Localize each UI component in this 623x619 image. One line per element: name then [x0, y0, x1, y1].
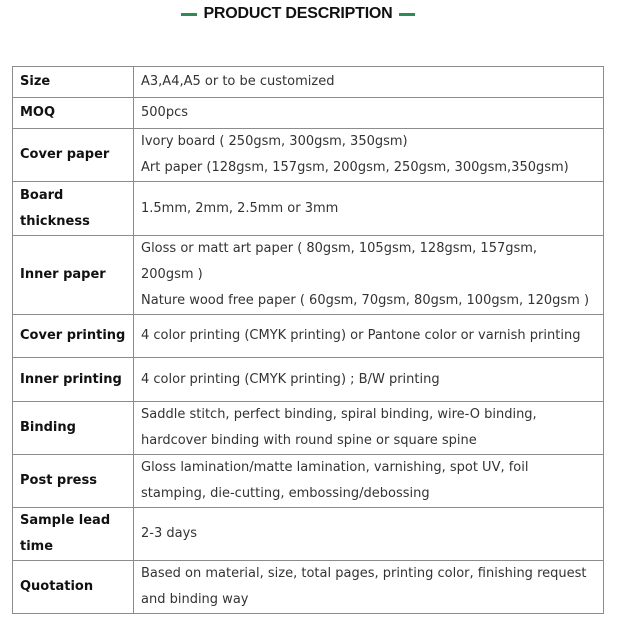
row-label-text: Binding	[20, 420, 76, 435]
row-value-line: Saddle stitch, perfect binding, spiral binding, wire-O binding,	[141, 407, 537, 422]
row-value-board-thickness	[134, 182, 604, 236]
row-value-inner-printing	[134, 358, 604, 402]
row-label-text: Inner printing	[20, 371, 122, 387]
row-value-line: Gloss or matt art paper ( 80gsm, 105gsm, 128gsm, 157gsm,	[141, 241, 538, 256]
row-value-cover-paper	[134, 129, 604, 182]
row-value-inner-paper	[134, 236, 604, 315]
page-title: PRODUCT DESCRIPTION	[203, 5, 393, 22]
row-label-board-thickness	[13, 182, 134, 236]
row-label-moq	[13, 98, 134, 129]
row-label-text: Inner paper	[20, 267, 106, 282]
row-label-cover-paper	[13, 129, 134, 182]
row-value-sample-lead-time	[134, 508, 604, 561]
row-value-line: Nature wood free paper ( 60gsm, 70gsm, 80gsm, 100gsm, 120gsm )	[141, 293, 590, 308]
row-label-quotation	[13, 561, 134, 614]
row-label-text: Board	[20, 187, 64, 203]
row-label-text: Size	[20, 74, 51, 89]
table-row-post-press	[13, 455, 604, 508]
row-label-text: time	[20, 539, 54, 554]
row-value-quotation	[134, 561, 604, 614]
row-value-size	[134, 67, 604, 98]
row-label-inner-paper	[13, 236, 134, 315]
row-value-line: 2-3 days	[141, 526, 198, 541]
row-value-line: Gloss lamination/matte lamination, varnishing, spot UV, foil	[141, 460, 529, 475]
row-label-binding	[13, 402, 134, 455]
row-label-text: Cover paper	[20, 147, 110, 162]
table-row-moq	[13, 98, 604, 129]
row-value-cover-printing	[134, 315, 604, 358]
row-label-text: Post press	[20, 473, 97, 488]
table-row-inner-printing	[13, 358, 604, 402]
row-value-line: 4 color printing (CMYK printing) or Pantone color or varnish printing	[141, 328, 581, 343]
table-row-binding	[13, 402, 604, 455]
row-value-line: and binding way	[141, 592, 249, 607]
row-value-line: 200gsm )	[141, 267, 203, 282]
row-label-cover-printing	[13, 315, 134, 358]
row-value-line: 500pcs	[141, 105, 188, 120]
heading-right-dash	[399, 13, 415, 16]
row-label-size	[13, 67, 134, 98]
row-label-post-press	[13, 455, 134, 508]
row-label-text: MOQ	[20, 105, 56, 120]
row-value-line: 4 color printing (CMYK printing) ; B/W printing	[141, 371, 440, 387]
table-row-board-thickness	[13, 182, 604, 236]
row-value-post-press	[134, 455, 604, 508]
row-label-text: Cover printing	[20, 328, 126, 343]
row-value-line: stamping, die-cutting, embossing/debossing	[141, 486, 430, 501]
row-label-inner-printing	[13, 358, 134, 402]
row-value-line: 1.5mm, 2mm, 2.5mm or 3mm	[141, 200, 339, 216]
table-row-cover-paper	[13, 129, 604, 182]
row-value-line: A3,A4,A5 or to be customized	[141, 74, 335, 89]
table-row-inner-paper	[13, 236, 604, 315]
product-spec-table	[12, 66, 604, 614]
row-label-text: Quotation	[20, 579, 94, 594]
row-value-moq	[134, 98, 604, 129]
row-value-binding	[134, 402, 604, 455]
table-row-cover-printing	[13, 315, 604, 358]
heading-left-dash	[181, 13, 197, 16]
table-row-quotation	[13, 561, 604, 614]
row-label-text: Sample lead	[20, 513, 111, 528]
row-value-line: Art paper (128gsm, 157gsm, 200gsm, 250gsm, 300gsm,350gsm)	[141, 160, 569, 175]
table-row-size	[13, 67, 604, 98]
row-value-line: Ivory board ( 250gsm, 300gsm, 350gsm)	[141, 134, 408, 149]
row-label-sample-lead-time	[13, 508, 134, 561]
row-label-text: thickness	[20, 213, 90, 229]
row-value-line: hardcover binding with round spine or square spine	[141, 433, 477, 448]
page-heading	[0, 2, 596, 26]
row-value-line: Based on material, size, total pages, printing color, finishing request	[141, 566, 587, 581]
table-row-sample-lead-time	[13, 508, 604, 561]
